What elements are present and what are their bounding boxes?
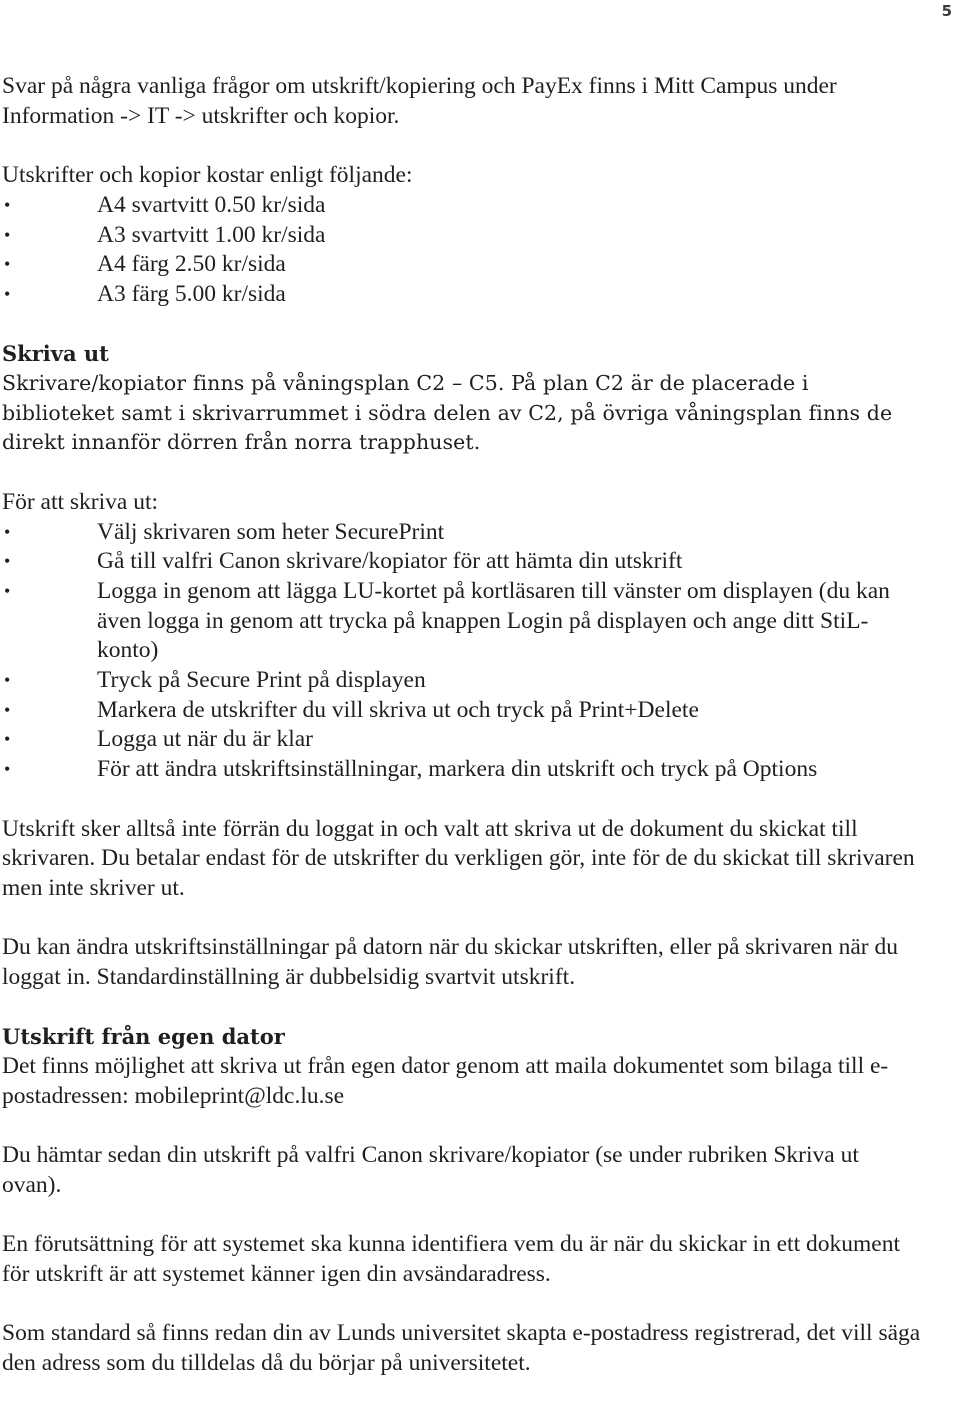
bullet-icon: • xyxy=(4,759,11,780)
page-number: 5 xyxy=(941,2,952,20)
step-item-text: Tryck på Secure Print på displayen xyxy=(97,667,426,694)
bullet-icon: • xyxy=(4,521,11,542)
steps-list xyxy=(2,518,922,785)
step-item xyxy=(2,518,922,548)
own-computer-heading: Utskrift från egen dator xyxy=(2,1024,285,1050)
step-item-text: För att ändra utskriftsinställningar, markera din utskrift och tryck på Options xyxy=(97,756,818,783)
step-item xyxy=(2,666,922,696)
step-item xyxy=(2,725,922,755)
document-body xyxy=(2,72,922,1379)
bullet-icon: • xyxy=(4,224,11,245)
step-item xyxy=(2,696,922,726)
price-item-text: A3 färg 5.00 kr/sida xyxy=(97,280,286,307)
bullet-icon: • xyxy=(4,551,11,572)
price-item xyxy=(2,280,922,310)
standard-paragraph: Som standard så finns redan din av Lunds universitet skapta e-postadress registrerad, det vill säga den adress som du tilldelas då du börjar på universitetet. xyxy=(2,1320,921,1377)
bullet-icon: • xyxy=(4,670,11,691)
step-item-text: Gå till valfri Canon skrivare/kopiator för att hämta din utskrift xyxy=(97,548,683,575)
step-item-text: Markera de utskrifter du vill skriva ut och tryck på Print+Delete xyxy=(97,696,699,723)
step-item-text: Logga ut när du är klar xyxy=(97,726,313,753)
bullet-icon: • xyxy=(4,699,11,720)
settings-paragraph: Du kan ändra utskriftsinställningar på datorn när du skickar utskriften, eller på skrivaren när du loggat in. Standardinställning är dubbelsidig svartvit utskrift. xyxy=(2,934,898,991)
price-item xyxy=(2,221,922,251)
step-item-text: Logga in genom att lägga LU-kortet på kortläsaren till vänster om displayen (du kan även logga in genom att trycka på knappen Login på displayen och ange ditt StiL-konto) xyxy=(97,577,890,664)
bullet-icon: • xyxy=(4,729,11,750)
price-item xyxy=(2,191,922,221)
prices-heading: Utskrifter och kopior kostar enligt följande: xyxy=(2,162,413,189)
intro-paragraph: Svar på några vanliga frågor om utskrift/kopiering och PayEx finns i Mitt Campus under Information -> IT -> utskrifter och kopior. xyxy=(2,73,837,129)
step-item xyxy=(2,577,922,666)
fetch-paragraph: Du hämtar sedan din utskrift på valfri Canon skrivare/kopiator (se under rubriken Skriva ut ovan). xyxy=(2,1142,859,1198)
bullet-icon: • xyxy=(4,283,11,304)
print-heading: Skriva ut xyxy=(2,341,109,367)
payment-paragraph: Utskrift sker alltså inte förrän du loggat in och valt att skriva ut de dokument du skickat till skrivaren. Du betalar endast för de utskrifter du verkligen gör, inte för de du skickat till skrivaren men inte skriver ut. xyxy=(2,815,915,901)
step-item xyxy=(2,755,922,785)
identify-paragraph: En förutsättning för att systemet ska kunna identifiera vem du är när du skickar in ett dokument för utskrift är att systemet känner igen din avsändaradress. xyxy=(2,1231,900,1287)
price-item-text: A4 svartvitt 0.50 kr/sida xyxy=(97,191,326,218)
price-list xyxy=(2,191,922,310)
print-location-paragraph: Skrivare/kopiator finns på våningsplan C2 – C5. På plan C2 är de placerade i biblioteket samt i skrivarrummet i södra delen av C2, på övriga våningsplan finns de direkt innanför dörren från norra trapphuset. xyxy=(2,371,893,455)
own-computer-paragraph: Det finns möjlighet att skriva ut från egen dator genom att maila dokumentet som bilaga till e-postadressen: mobileprint@ldc.lu.se xyxy=(2,1053,889,1109)
bullet-icon: • xyxy=(4,194,11,215)
price-item-text: A3 svartvitt 1.00 kr/sida xyxy=(97,221,326,248)
steps-heading: För att skriva ut: xyxy=(2,488,158,515)
step-item-text: Välj skrivaren som heter SecurePrint xyxy=(97,518,445,545)
bullet-icon: • xyxy=(4,254,11,275)
price-item xyxy=(2,250,922,280)
price-item-text: A4 färg 2.50 kr/sida xyxy=(97,251,286,278)
step-item xyxy=(2,547,922,577)
bullet-icon: • xyxy=(4,580,11,601)
